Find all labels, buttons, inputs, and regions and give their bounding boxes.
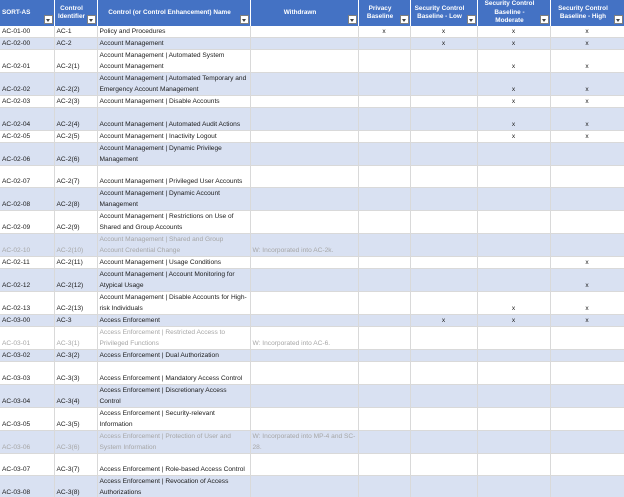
cell-control-identifier[interactable]: AC-3(1) <box>54 327 97 350</box>
table-row <box>0 257 624 269</box>
cell-privacy-baseline[interactable] <box>358 292 410 315</box>
cell-control-identifier[interactable]: AC-2(1) <box>54 50 97 73</box>
cell-baseline-high[interactable] <box>550 384 624 407</box>
filter-dropdown-icon[interactable] <box>614 15 623 24</box>
cell-withdrawn[interactable]: W: Incorporated into AC-6. <box>250 327 358 350</box>
cell-control-name[interactable]: Account Management | Automated Audit Actions <box>97 108 250 131</box>
table-row <box>0 476 624 497</box>
cell-baseline-low[interactable] <box>410 50 477 73</box>
cell-control-name[interactable]: Account Management | Account Monitoring for Atypical Usage <box>97 269 250 292</box>
column-header-baseline-high[interactable] <box>550 0 624 26</box>
cell-baseline-high[interactable]: x <box>550 269 624 292</box>
cell-control-identifier[interactable]: AC-3(8) <box>54 476 97 497</box>
cell-sort-as[interactable]: AC-02-02 <box>0 73 54 96</box>
table-row <box>0 384 624 407</box>
cell-control-identifier[interactable]: AC-2(8) <box>54 188 97 211</box>
cell-baseline-low[interactable] <box>410 165 477 188</box>
cell-baseline-high[interactable] <box>550 165 624 188</box>
cell-baseline-low[interactable] <box>410 350 477 362</box>
cell-control-identifier[interactable]: AC-2(13) <box>54 292 97 315</box>
cell-baseline-moderate[interactable] <box>477 453 550 476</box>
cell-baseline-low[interactable] <box>410 257 477 269</box>
cell-control-name[interactable]: Access Enforcement | Restricted Access to Privileged Functions <box>97 327 250 350</box>
cell-baseline-high[interactable] <box>550 430 624 453</box>
cell-baseline-moderate[interactable] <box>477 211 550 234</box>
column-header-sort-as[interactable] <box>0 0 54 26</box>
cell-baseline-high[interactable]: x <box>550 130 624 142</box>
cell-baseline-moderate[interactable] <box>477 142 550 165</box>
cell-privacy-baseline[interactable] <box>358 430 410 453</box>
cell-control-name[interactable]: Access Enforcement | Revocation of Access Authorizations <box>97 476 250 497</box>
cell-baseline-low[interactable]: x <box>410 26 477 38</box>
cell-sort-as[interactable]: AC-02-08 <box>0 188 54 211</box>
column-header-baseline-low[interactable] <box>410 0 477 26</box>
cell-privacy-baseline[interactable] <box>358 38 410 50</box>
column-header-privacy-baseline[interactable] <box>358 0 410 26</box>
cell-privacy-baseline[interactable] <box>358 50 410 73</box>
cell-withdrawn[interactable] <box>250 26 358 38</box>
cell-sort-as[interactable]: AC-02-12 <box>0 269 54 292</box>
table-row <box>0 292 624 315</box>
cell-baseline-high[interactable]: x <box>550 50 624 73</box>
cell-withdrawn[interactable] <box>250 407 358 430</box>
cell-sort-as[interactable]: AC-02-13 <box>0 292 54 315</box>
cell-privacy-baseline[interactable] <box>358 350 410 362</box>
cell-withdrawn[interactable] <box>250 108 358 131</box>
table-row <box>0 315 624 327</box>
cell-privacy-baseline[interactable] <box>358 188 410 211</box>
cell-withdrawn[interactable] <box>250 362 358 385</box>
cell-sort-as[interactable]: AC-03-08 <box>0 476 54 497</box>
header-label: Security Control Baseline - Low <box>414 4 465 20</box>
cell-baseline-low[interactable] <box>410 476 477 497</box>
cell-control-identifier[interactable]: AC-2(4) <box>54 108 97 131</box>
table-row <box>0 38 624 50</box>
cell-privacy-baseline[interactable] <box>358 327 410 350</box>
table-row <box>0 430 624 453</box>
cell-privacy-baseline[interactable]: x <box>358 26 410 38</box>
cell-control-identifier[interactable]: AC-2(12) <box>54 269 97 292</box>
cell-privacy-baseline[interactable] <box>358 130 410 142</box>
cell-control-identifier[interactable]: AC-2 <box>54 38 97 50</box>
cell-baseline-moderate[interactable] <box>477 269 550 292</box>
cell-privacy-baseline[interactable] <box>358 453 410 476</box>
filter-dropdown-icon[interactable] <box>44 15 53 24</box>
cell-control-name[interactable]: Account Management | Automated Temporary and Emergency Account Management <box>97 73 250 96</box>
cell-sort-as[interactable]: AC-02-10 <box>0 234 54 257</box>
cell-control-name[interactable]: Access Enforcement <box>97 315 250 327</box>
cell-control-identifier[interactable]: AC-2(11) <box>54 257 97 269</box>
header-label: Withdrawn <box>283 8 317 16</box>
table-row <box>0 234 624 257</box>
cell-baseline-moderate[interactable] <box>477 165 550 188</box>
cell-control-identifier[interactable]: AC-2(9) <box>54 211 97 234</box>
cell-privacy-baseline[interactable] <box>358 315 410 327</box>
cell-withdrawn[interactable] <box>250 257 358 269</box>
cell-withdrawn[interactable] <box>250 96 358 108</box>
cell-withdrawn[interactable] <box>250 50 358 73</box>
column-header-control-identifier[interactable] <box>54 0 97 26</box>
cell-privacy-baseline[interactable] <box>358 257 410 269</box>
cell-baseline-high[interactable]: x <box>550 257 624 269</box>
cell-baseline-low[interactable] <box>410 407 477 430</box>
cell-control-name[interactable]: Account Management | Dynamic Privilege Management <box>97 142 250 165</box>
cell-privacy-baseline[interactable] <box>358 211 410 234</box>
filter-dropdown-icon[interactable] <box>400 15 409 24</box>
cell-control-name[interactable]: Account Management | Disable Accounts <box>97 96 250 108</box>
cell-baseline-low[interactable] <box>410 362 477 385</box>
cell-baseline-moderate[interactable]: x <box>477 38 550 50</box>
cell-sort-as[interactable]: AC-03-03 <box>0 362 54 385</box>
cell-baseline-low[interactable] <box>410 453 477 476</box>
cell-control-identifier[interactable]: AC-2(5) <box>54 130 97 142</box>
cell-control-name[interactable]: Access Enforcement | Role-based Access Control <box>97 453 250 476</box>
table-row <box>0 96 624 108</box>
cell-withdrawn[interactable] <box>250 315 358 327</box>
table-row <box>0 453 624 476</box>
header-label: Security Control Baseline - High <box>558 4 608 20</box>
cell-sort-as[interactable]: AC-02-04 <box>0 108 54 131</box>
cell-sort-as[interactable]: AC-02-06 <box>0 142 54 165</box>
cell-privacy-baseline[interactable] <box>358 142 410 165</box>
table-row <box>0 165 624 188</box>
table-row <box>0 142 624 165</box>
cell-withdrawn[interactable] <box>250 269 358 292</box>
cell-sort-as[interactable]: AC-03-05 <box>0 407 54 430</box>
cell-baseline-moderate[interactable] <box>477 188 550 211</box>
cell-privacy-baseline[interactable] <box>358 96 410 108</box>
cell-privacy-baseline[interactable] <box>358 384 410 407</box>
cell-baseline-high[interactable] <box>550 407 624 430</box>
cell-baseline-low[interactable] <box>410 327 477 350</box>
cell-control-name[interactable]: Account Management | Disable Accounts for High-risk Individuals <box>97 292 250 315</box>
cell-baseline-moderate[interactable] <box>477 384 550 407</box>
cell-baseline-high[interactable]: x <box>550 96 624 108</box>
cell-baseline-low[interactable] <box>410 188 477 211</box>
cell-sort-as[interactable]: AC-02-01 <box>0 50 54 73</box>
cell-control-name[interactable]: Account Management | Restrictions on Use of Shared and Group Accounts <box>97 211 250 234</box>
cell-control-identifier[interactable]: AC-3 <box>54 315 97 327</box>
cell-baseline-moderate[interactable] <box>477 430 550 453</box>
cell-baseline-high[interactable]: x <box>550 108 624 131</box>
cell-withdrawn[interactable] <box>250 453 358 476</box>
cell-baseline-moderate[interactable]: x <box>477 26 550 38</box>
table-row <box>0 50 624 73</box>
cell-withdrawn[interactable]: W: Incorporated into MP-4 and SC-28. <box>250 430 358 453</box>
cell-baseline-high[interactable] <box>550 350 624 362</box>
cell-baseline-moderate[interactable]: x <box>477 50 550 73</box>
cell-privacy-baseline[interactable] <box>358 362 410 385</box>
cell-privacy-baseline[interactable] <box>358 269 410 292</box>
cell-withdrawn[interactable] <box>250 38 358 50</box>
cell-control-identifier[interactable]: AC-3(6) <box>54 430 97 453</box>
cell-control-identifier[interactable]: AC-1 <box>54 26 97 38</box>
cell-control-name[interactable]: Account Management | Usage Conditions <box>97 257 250 269</box>
cell-baseline-moderate[interactable]: x <box>477 73 550 96</box>
column-header-control-name[interactable] <box>97 0 250 26</box>
cell-sort-as[interactable]: AC-02-00 <box>0 38 54 50</box>
cell-control-name[interactable]: Account Management | Dynamic Account Management <box>97 188 250 211</box>
cell-control-name[interactable]: Account Management <box>97 38 250 50</box>
cell-privacy-baseline[interactable] <box>358 108 410 131</box>
header-label: SORT-AS <box>2 8 31 16</box>
cell-control-name[interactable]: Access Enforcement | Dual Authorization <box>97 350 250 362</box>
cell-baseline-low[interactable]: x <box>410 315 477 327</box>
cell-control-name[interactable]: Policy and Procedures <box>97 26 250 38</box>
cell-control-name[interactable]: Account Management | Automated System Account Management <box>97 50 250 73</box>
cell-baseline-high[interactable]: x <box>550 73 624 96</box>
cell-baseline-moderate[interactable]: x <box>477 108 550 131</box>
cell-withdrawn[interactable] <box>250 165 358 188</box>
cell-baseline-moderate[interactable] <box>477 362 550 385</box>
cell-baseline-low[interactable] <box>410 269 477 292</box>
cell-baseline-low[interactable] <box>410 130 477 142</box>
table-row <box>0 407 624 430</box>
table-row <box>0 327 624 350</box>
cell-withdrawn[interactable] <box>250 211 358 234</box>
cell-control-identifier[interactable]: AC-2(6) <box>54 142 97 165</box>
filter-dropdown-icon[interactable] <box>240 15 249 24</box>
cell-control-identifier[interactable]: AC-2(7) <box>54 165 97 188</box>
cell-control-name[interactable]: Access Enforcement | Discretionary Access Control <box>97 384 250 407</box>
cell-sort-as[interactable]: AC-03-07 <box>0 453 54 476</box>
cell-baseline-moderate[interactable] <box>477 257 550 269</box>
cell-sort-as[interactable]: AC-02-11 <box>0 257 54 269</box>
cell-withdrawn[interactable]: W: Incorporated into AC-2k. <box>250 234 358 257</box>
cell-withdrawn[interactable] <box>250 476 358 497</box>
cell-baseline-low[interactable] <box>410 73 477 96</box>
cell-baseline-moderate[interactable] <box>477 327 550 350</box>
cell-control-identifier[interactable]: AC-2(2) <box>54 73 97 96</box>
cell-baseline-moderate[interactable]: x <box>477 292 550 315</box>
cell-baseline-low[interactable] <box>410 96 477 108</box>
cell-baseline-high[interactable]: x <box>550 292 624 315</box>
table-row <box>0 188 624 211</box>
cell-withdrawn[interactable] <box>250 130 358 142</box>
filter-dropdown-icon[interactable] <box>540 15 549 24</box>
cell-control-name[interactable]: Access Enforcement | Mandatory Access Control <box>97 362 250 385</box>
cell-baseline-low[interactable] <box>410 142 477 165</box>
table-row <box>0 350 624 362</box>
cell-control-name[interactable]: Account Management | Shared and Group Account Credential Change <box>97 234 250 257</box>
cell-sort-as[interactable]: AC-02-07 <box>0 165 54 188</box>
cell-control-identifier[interactable]: AC-2(10) <box>54 234 97 257</box>
cell-baseline-moderate[interactable] <box>477 476 550 497</box>
cell-withdrawn[interactable] <box>250 384 358 407</box>
cell-privacy-baseline[interactable] <box>358 476 410 497</box>
cell-baseline-low[interactable] <box>410 292 477 315</box>
cell-baseline-moderate[interactable]: x <box>477 96 550 108</box>
cell-baseline-high[interactable] <box>550 142 624 165</box>
cell-sort-as[interactable]: AC-03-01 <box>0 327 54 350</box>
cell-baseline-low[interactable] <box>410 430 477 453</box>
cell-sort-as[interactable]: AC-03-04 <box>0 384 54 407</box>
cell-baseline-low[interactable]: x <box>410 38 477 50</box>
column-header-withdrawn[interactable] <box>250 0 358 26</box>
cell-baseline-high[interactable] <box>550 327 624 350</box>
header-label: Control (or Control Enhancement) Name <box>108 8 231 16</box>
cell-baseline-low[interactable] <box>410 108 477 131</box>
table-row <box>0 211 624 234</box>
cell-baseline-high[interactable] <box>550 188 624 211</box>
cell-baseline-high[interactable] <box>550 211 624 234</box>
cell-baseline-high[interactable] <box>550 476 624 497</box>
cell-control-identifier[interactable]: AC-3(3) <box>54 362 97 385</box>
cell-baseline-low[interactable] <box>410 234 477 257</box>
cell-baseline-high[interactable] <box>550 453 624 476</box>
cell-withdrawn[interactable] <box>250 142 358 165</box>
cell-sort-as[interactable]: AC-01-00 <box>0 26 54 38</box>
cell-sort-as[interactable]: AC-03-06 <box>0 430 54 453</box>
header-label: Security Control Baseline - Moderate <box>484 0 535 25</box>
cell-control-identifier[interactable]: AC-3(7) <box>54 453 97 476</box>
cell-control-name[interactable]: Access Enforcement | Security-relevant Information <box>97 407 250 430</box>
cell-baseline-moderate[interactable] <box>477 350 550 362</box>
cell-withdrawn[interactable] <box>250 188 358 211</box>
cell-control-name[interactable]: Account Management | Privileged User Accounts <box>97 165 250 188</box>
cell-privacy-baseline[interactable] <box>358 234 410 257</box>
cell-sort-as[interactable]: AC-02-03 <box>0 96 54 108</box>
table-row <box>0 73 624 96</box>
header-row <box>0 0 624 26</box>
cell-control-identifier[interactable]: AC-3(5) <box>54 407 97 430</box>
table-row <box>0 26 624 38</box>
table-row <box>0 362 624 385</box>
cell-baseline-high[interactable]: x <box>550 38 624 50</box>
cell-control-name[interactable]: Account Management | Inactivity Logout <box>97 130 250 142</box>
cell-baseline-low[interactable] <box>410 211 477 234</box>
table-row <box>0 130 624 142</box>
cell-privacy-baseline[interactable] <box>358 407 410 430</box>
cell-sort-as[interactable]: AC-02-09 <box>0 211 54 234</box>
cell-withdrawn[interactable] <box>250 73 358 96</box>
cell-baseline-high[interactable]: x <box>550 26 624 38</box>
filter-dropdown-icon[interactable] <box>87 15 96 24</box>
cell-baseline-high[interactable] <box>550 362 624 385</box>
cell-baseline-moderate[interactable] <box>477 407 550 430</box>
cell-baseline-moderate[interactable]: x <box>477 315 550 327</box>
cell-baseline-high[interactable]: x <box>550 315 624 327</box>
cell-privacy-baseline[interactable] <box>358 165 410 188</box>
cell-control-identifier[interactable]: AC-2(3) <box>54 96 97 108</box>
cell-control-name[interactable]: Access Enforcement | Protection of User and System Information <box>97 430 250 453</box>
cell-privacy-baseline[interactable] <box>358 73 410 96</box>
header-label: Privacy Baseline <box>366 4 394 20</box>
cell-baseline-low[interactable] <box>410 384 477 407</box>
cell-withdrawn[interactable] <box>250 350 358 362</box>
cell-baseline-moderate[interactable]: x <box>477 130 550 142</box>
cell-withdrawn[interactable] <box>250 292 358 315</box>
table-row <box>0 269 624 292</box>
filter-dropdown-icon[interactable] <box>467 15 476 24</box>
cell-sort-as[interactable]: AC-03-02 <box>0 350 54 362</box>
cell-sort-as[interactable]: AC-02-05 <box>0 130 54 142</box>
column-header-baseline-moderate[interactable] <box>477 0 550 26</box>
cell-control-identifier[interactable]: AC-3(2) <box>54 350 97 362</box>
filter-dropdown-icon[interactable] <box>348 15 357 24</box>
cell-baseline-moderate[interactable] <box>477 234 550 257</box>
cell-control-identifier[interactable]: AC-3(4) <box>54 384 97 407</box>
cell-baseline-high[interactable] <box>550 234 624 257</box>
cell-sort-as[interactable]: AC-03-00 <box>0 315 54 327</box>
table-row <box>0 108 624 131</box>
header-label: Control Identifier <box>58 4 85 20</box>
